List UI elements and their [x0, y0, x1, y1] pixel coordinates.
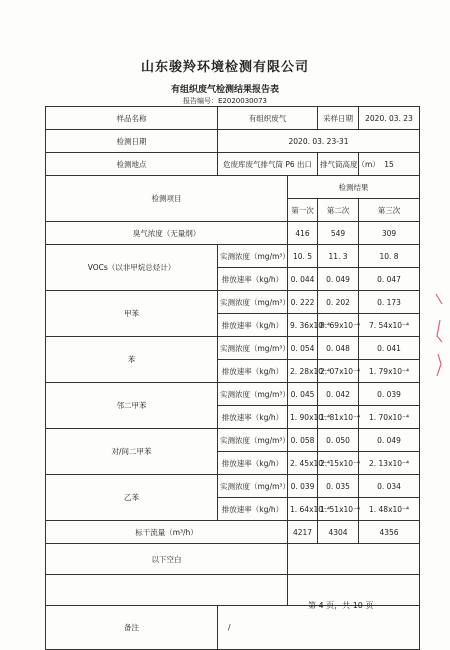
result-value: 0. 045: [288, 383, 318, 406]
pollutant-row: [46, 337, 420, 360]
result-value: 0. 050: [318, 429, 359, 452]
table-head-row: [46, 176, 420, 199]
result-value: 2. 13x10⁻⁴: [359, 452, 420, 475]
result-value: 0. 048: [318, 337, 359, 360]
result-value: 0. 039: [288, 475, 318, 498]
result-value: 0. 202: [318, 291, 359, 314]
stack-height-value: 15: [359, 153, 420, 176]
result-value: 0. 039: [359, 383, 420, 406]
report-title: 有组织废气检测结果报告表: [170, 85, 279, 95]
result-value: 0. 034: [359, 475, 420, 498]
pollutant-name: 甲苯: [46, 291, 218, 337]
parameter-label: 排放速率（kg/h）: [218, 268, 288, 291]
parameter-label: 实测浓度（mg/m³）: [218, 383, 288, 406]
result-value: 1. 79x10⁻⁴: [359, 360, 420, 383]
result-value: 1. 48x10⁻⁴: [359, 498, 420, 521]
sampling-date-value: 2020. 03. 23: [359, 107, 420, 130]
parameter-label: 实测浓度（mg/m³）: [218, 429, 288, 452]
parameter-label: 实测浓度（mg/m³）: [218, 291, 288, 314]
result-value: 2. 07x10⁻⁴: [318, 360, 359, 383]
result-value: 1. 90x10⁻⁴: [288, 406, 318, 429]
result-value: 9. 36x10⁻⁴: [288, 314, 318, 337]
result-value: 0. 047: [359, 268, 420, 291]
result-value: 10. 5: [288, 245, 318, 268]
pollutant-name: 对/间二甲苯: [46, 429, 218, 475]
result-value: 2. 28x10⁻⁴: [288, 360, 318, 383]
result-value: 1. 51x10⁻⁴: [318, 498, 359, 521]
pollutant-row: [46, 383, 420, 406]
result-value: 0. 049: [318, 268, 359, 291]
pollutant-row: [46, 291, 420, 314]
parameter-label: 实测浓度（mg/m³）: [218, 475, 288, 498]
test-site-value: 危废库废气排气筒 P6 出口: [218, 153, 318, 176]
odor-value-3: 309: [359, 222, 420, 245]
flow-value: 4304: [318, 521, 359, 544]
stamp-mark: [434, 290, 444, 380]
pollutant-name: VOCs（以非甲烷总烃计）: [46, 245, 218, 291]
parameter-label: 排放速率（kg/h）: [218, 314, 288, 337]
result-value: 1. 70x10⁻⁴: [359, 406, 420, 429]
test-date-label: 检测日期: [46, 130, 218, 153]
result-value: 0. 173: [359, 291, 420, 314]
result-value: 0. 054: [288, 337, 318, 360]
result-value: 0. 041: [359, 337, 420, 360]
stack-height-label: 排气筒高度（m）: [318, 153, 359, 176]
result-value: 0. 044: [288, 268, 318, 291]
run-2-header: 第二次: [318, 199, 359, 222]
parameter-label: 排放速率（kg/h）: [218, 406, 288, 429]
remark-value: /: [218, 606, 420, 650]
remark-label: 备注: [46, 606, 218, 650]
result-value: 1. 81x10⁻⁴: [318, 406, 359, 429]
page-number: 第 4 页，共 10 页: [308, 601, 374, 610]
result-value: 7. 54x10⁻⁴: [359, 314, 420, 337]
parameter-label: 实测浓度（mg/m³）: [218, 245, 288, 268]
company-name: 山东骏羚环境检测有限公司: [140, 60, 309, 75]
result-value: 10. 8: [359, 245, 420, 268]
odor-label: 臭气浓度（无量纲）: [46, 222, 288, 245]
results-header: 检测结果: [288, 176, 420, 199]
pollutant-name: 乙苯: [46, 475, 218, 521]
run-1-header: 第一次: [288, 199, 318, 222]
result-value: 1. 64x10⁻⁴: [288, 498, 318, 521]
flow-label: 标干流量（m³/h）: [46, 521, 288, 544]
test-date-value: 2020. 03. 23-31: [218, 130, 420, 153]
odor-row: [46, 222, 420, 245]
result-value: 8. 69x10⁻⁴: [318, 314, 359, 337]
pollutant-row: [46, 429, 420, 452]
result-value: 0. 042: [318, 383, 359, 406]
sampling-date-label: 采样日期: [318, 107, 359, 130]
flow-value: 4356: [359, 521, 420, 544]
result-value: 0. 222: [288, 291, 318, 314]
empty-cell: [46, 575, 288, 606]
item-header: 检测项目: [46, 176, 288, 222]
pollutant-row: [46, 475, 420, 498]
result-value: 0. 049: [359, 429, 420, 452]
blank-row: [46, 544, 420, 575]
result-value: 0. 035: [318, 475, 359, 498]
odor-value-2: 549: [318, 222, 359, 245]
pollutant-name: 邻二甲苯: [46, 383, 218, 429]
info-row-test-date: [46, 130, 420, 153]
parameter-label: 排放速率（kg/h）: [218, 452, 288, 475]
blank-label: 以下空白: [46, 544, 288, 575]
result-value: 2. 15x10⁻⁴: [318, 452, 359, 475]
result-value: 0. 058: [288, 429, 318, 452]
parameter-label: 排放速率（kg/h）: [218, 360, 288, 383]
flow-value: 4217: [288, 521, 318, 544]
pollutant-name: 苯: [46, 337, 218, 383]
test-site-label: 检测地点: [46, 153, 218, 176]
parameter-label: 排放速率（kg/h）: [218, 498, 288, 521]
sample-name-label: 样品名称: [46, 107, 218, 130]
blank-cell: [288, 544, 420, 575]
parameter-label: 实测浓度（mg/m³）: [218, 337, 288, 360]
flow-row: [46, 521, 420, 544]
info-row-test-site: [46, 153, 420, 176]
remark-row: [46, 606, 420, 650]
result-value: 2. 45x10⁻⁴: [288, 452, 318, 475]
report-number: 报告编号：E2020030073: [183, 97, 267, 105]
odor-value-1: 416: [288, 222, 318, 245]
results-table: [45, 106, 420, 650]
pollutant-row: [46, 245, 420, 268]
result-value: 11. 3: [318, 245, 359, 268]
info-row-sample: [46, 107, 420, 130]
run-3-header: 第三次: [359, 199, 420, 222]
sample-name-value: 有组织废气: [218, 107, 318, 130]
